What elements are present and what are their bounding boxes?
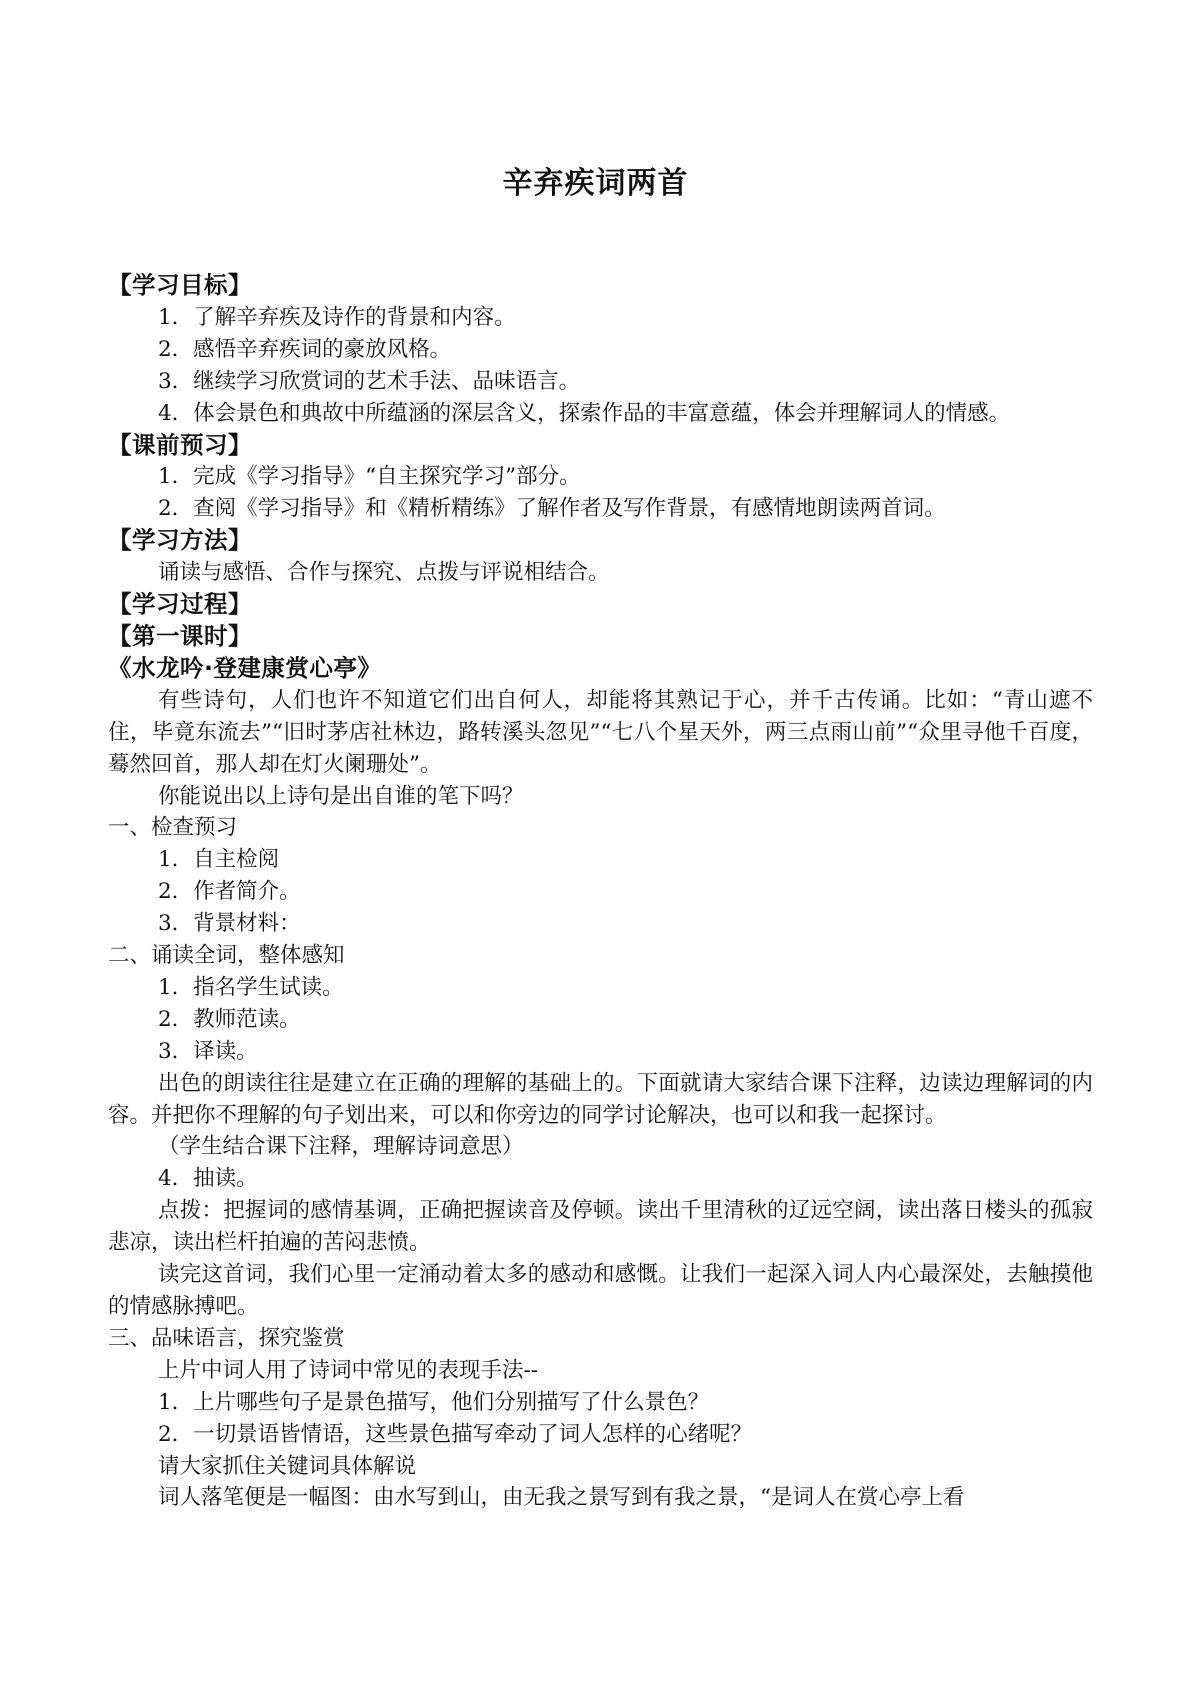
step-heading-3: 三、品味语言，探究鉴赏 xyxy=(108,1325,345,1351)
section-heading-first-lesson: 【第一课时】 xyxy=(108,621,252,650)
step2-item-4: 4．抽读。 xyxy=(158,1166,258,1192)
section-heading-learning-goals: 【学习目标】 xyxy=(108,271,252,299)
intro-question: 你能说出以上诗句是出自谁的笔下吗？ xyxy=(158,783,524,809)
guidance-paragraph: 点拨：把握词的感情基调，正确把握读音及停顿。读出千里清秋的辽远空阔，读出落日楼头的孤寂悲凉，读出栏杆拍遍的苦闷悲愤。 xyxy=(108,1198,1093,1256)
step2-item-3: 3．译读。 xyxy=(158,1038,258,1064)
transition-paragraph: 读完这首词，我们心里一定涌动着太多的感动和感慨。让我们一起深入词人内心最深处，去触摸他的情感脉搏吧。 xyxy=(108,1262,1093,1319)
goal-item-4: 4．体会景色和典故中所蕴涵的深层含义，探索作品的丰富意蕴，体会并理解词人的情感。 xyxy=(158,400,1011,426)
step3-intro: 上片中词人用了诗词中常见的表现手法-- xyxy=(158,1357,539,1383)
goal-item-3: 3．继续学习欣赏词的艺术手法、品味语言。 xyxy=(158,368,581,394)
reading-paragraph: 出色的朗读往往是建立在正确的理解的基础上的。下面就请大家结合课下注释，边读边理解词的内容。并把你不理解的句子划出来，可以和你旁边的同学讨论解决，也可以和我一起探讨。 xyxy=(108,1070,1093,1128)
section-heading-method: 【学习方法】 xyxy=(108,526,252,555)
preview-item-2: 2．查阅《学习指导》和《精析精练》了解作者及写作背景，有感情地朗读两首词。 xyxy=(158,496,946,522)
step3-item-2: 2．一切景语皆情语，这些景色描写牵动了词人怎样的心绪呢？ xyxy=(158,1421,753,1447)
section-heading-preview: 【课前预习】 xyxy=(108,430,252,459)
method-text: 诵读与感悟、合作与探究、点拨与评说相结合。 xyxy=(158,560,610,586)
intro-paragraph: 有些诗句，人们也许不知道它们出自何人，却能将其熟记于心，并千古传诵。比如：“青山遮不住，毕竟东流去”“旧时茅店社林边，路转溪头忽见”“七八个星天外，两三点雨山前”“众里寻他千百度，蓦然回首，那人却在灯火阑珊处”。 xyxy=(108,687,1093,777)
step-heading-2: 二、诵读全词，整体感知 xyxy=(108,943,345,969)
step3-item-1: 1．上片哪些句子是景色描写，他们分别描写了什么景色？ xyxy=(158,1389,710,1415)
preview-item-1: 1．完成《学习指导》“自主探究学习”部分。 xyxy=(158,464,581,490)
document-body xyxy=(108,270,1093,1514)
section-heading-process: 【学习过程】 xyxy=(108,590,252,619)
step3-analysis: 词人落笔便是一幅图：由水写到山，由无我之景写到有我之景，“是词人在赏心亭上看 xyxy=(158,1485,965,1511)
student-note: （学生结合课下注释，理解诗词意思） xyxy=(158,1134,524,1160)
step1-item-1: 1．自主检阅 xyxy=(158,847,280,873)
step-heading-1: 一、检查预习 xyxy=(108,815,238,841)
step2-item-1: 1．指名学生试读。 xyxy=(158,974,344,1000)
step1-item-2: 2．作者简介。 xyxy=(158,879,301,905)
poem-title: 《水龙吟·登建康赏心亭》 xyxy=(108,653,382,682)
document-title: 辛弃疾词两首 xyxy=(502,166,689,201)
goal-item-1: 1．了解辛弃疾及诗作的背景和内容。 xyxy=(158,304,516,330)
goal-item-2: 2．感悟辛弃疾词的豪放风格。 xyxy=(158,336,452,362)
step3-prompt: 请大家抓住关键词具体解说 xyxy=(158,1453,417,1479)
step1-item-3: 3．背景材料： xyxy=(158,911,301,937)
step2-item-2: 2．教师范读。 xyxy=(158,1006,301,1032)
